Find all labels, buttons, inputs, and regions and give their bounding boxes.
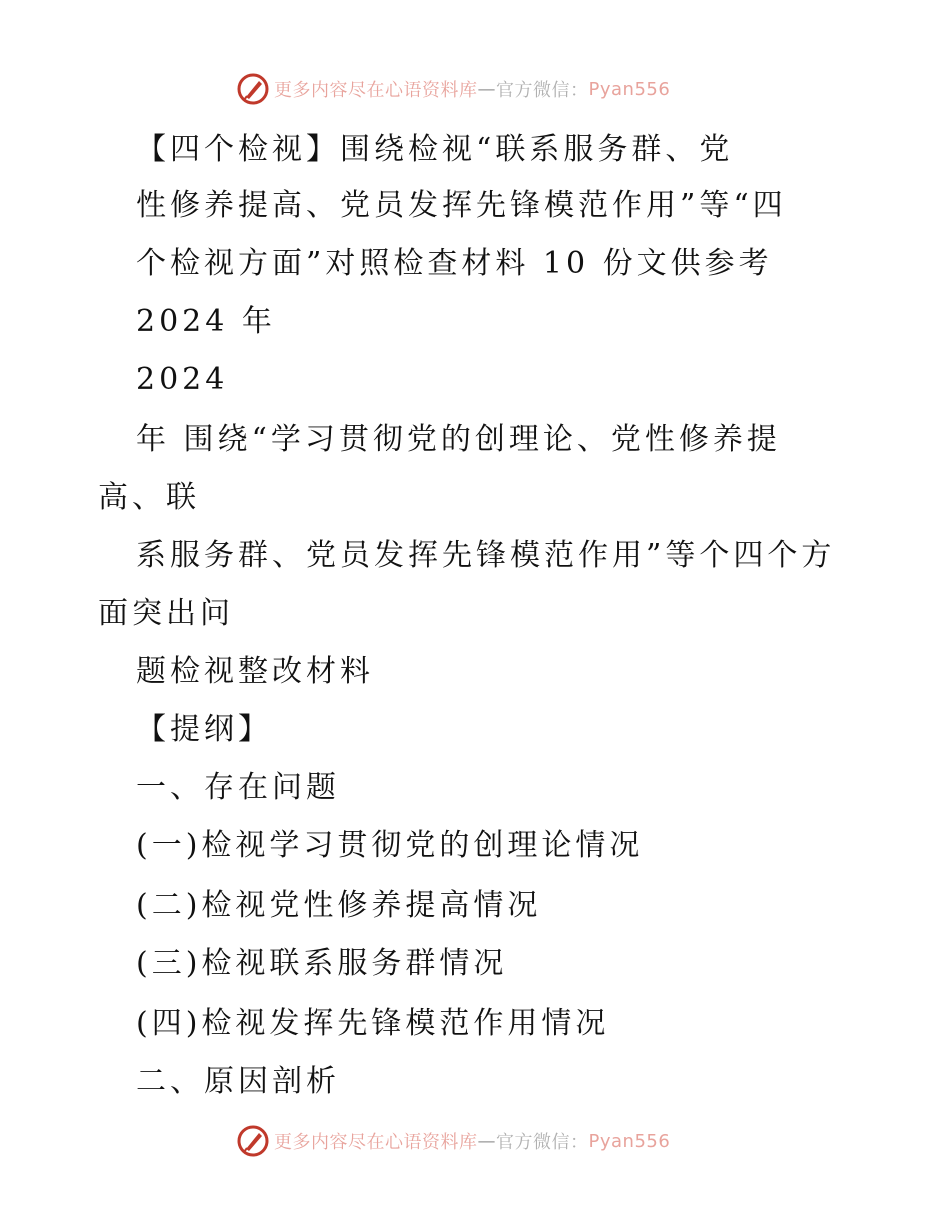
doc-line-title-2: 性修养提高、党员发挥先锋模范作用”等“四 — [136, 188, 787, 223]
watermark-wechat-id: Pyan556 — [588, 1130, 671, 1152]
doc-line-subtitle-5: 题检视整改材料 — [136, 654, 374, 689]
doc-line-year-2: 2024 — [136, 362, 229, 397]
quill-pen-logo-icon — [236, 1124, 270, 1158]
doc-line-subtitle-2: 高、联 — [98, 480, 200, 515]
doc-line-item-4: (四)检视发挥先锋模范作用情况 — [136, 1006, 610, 1041]
doc-line-subtitle-4: 面突出问 — [98, 596, 234, 631]
doc-line-title-3: 个检视方面”对照检查材料 10 份文供参考 — [136, 246, 773, 281]
watermark-site-text: 更多内容尽在心语资料库 — [274, 1132, 478, 1153]
doc-line-subtitle-1: 年 围绕“学习贯彻党的创理论、党性修养提 — [136, 422, 781, 457]
doc-line-section-2: 二、原因剖析 — [136, 1064, 340, 1099]
doc-line-item-3: (三)检视联系服务群情况 — [136, 946, 508, 981]
doc-line-title-1: 【四个检视】围绕检视“联系服务群、党 — [136, 132, 734, 167]
quill-pen-logo-icon — [236, 72, 270, 106]
watermark-contact-text: 官方微信： — [496, 80, 589, 101]
watermark-footer — [236, 1124, 670, 1158]
doc-line-section-1: 一、存在问题 — [136, 770, 340, 805]
doc-line-item-1: (一)检视学习贯彻党的创理论情况 — [136, 828, 644, 863]
watermark-site-text: 更多内容尽在心语资料库 — [274, 80, 478, 101]
watermark-dash: — — [477, 78, 496, 100]
watermark-dash: — — [477, 1130, 496, 1152]
watermark-contact-text: 官方微信： — [496, 1132, 589, 1153]
doc-line-subtitle-3: 系服务群、党员发挥先锋模范作用”等个四个方 — [136, 538, 836, 573]
watermark-wechat-id: Pyan556 — [588, 78, 671, 100]
watermark-header — [236, 72, 670, 106]
doc-line-year-1: 2024 年 — [136, 304, 276, 339]
doc-line-item-2: (二)检视党性修养提高情况 — [136, 888, 542, 923]
doc-line-outline-heading: 【提纲】 — [136, 712, 272, 747]
